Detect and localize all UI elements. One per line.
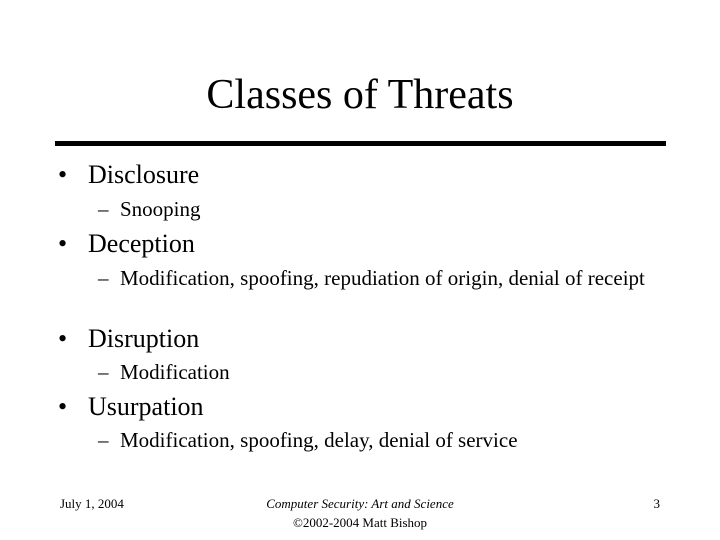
bullet-marker: •: [58, 160, 68, 189]
sub-bullet-label: Modification, spoofing, delay, denial of service: [120, 428, 518, 452]
bullet-item: [58, 160, 199, 190]
sub-bullet-marker: –: [98, 360, 109, 384]
sub-bullet-marker: –: [98, 197, 109, 221]
bullet-label: Disclosure: [88, 160, 200, 189]
bullet-label: Disruption: [88, 324, 200, 353]
bullet-marker: •: [58, 392, 68, 421]
sub-bullet-marker: –: [98, 428, 109, 452]
bullet-marker: •: [58, 229, 68, 258]
footer-copyright: ©2002-2004 Matt Bishop: [292, 515, 428, 530]
sub-bullet-item: [98, 266, 668, 290]
slide-title: Classes of Threats: [206, 72, 514, 118]
bullet-item: [58, 324, 199, 354]
footer-date: July 1, 2004: [60, 496, 124, 511]
sub-bullet-label: Snooping: [120, 197, 201, 221]
footer-page-number: 3: [653, 496, 660, 511]
sub-bullet-marker: –: [98, 266, 109, 290]
bullet-label: Deception: [88, 229, 195, 258]
footer-credit: [210, 494, 510, 532]
sub-bullet-item: [98, 360, 668, 384]
bullet-label: Usurpation: [88, 392, 204, 421]
sub-bullet-item: [98, 197, 668, 221]
footer-book-title: Computer Security: Art and Science: [266, 496, 454, 511]
sub-bullet-item: [98, 428, 668, 452]
sub-bullet-label: Modification: [120, 360, 230, 384]
bullet-marker: •: [58, 324, 68, 353]
sub-bullet-label: Modification, spoofing, repudiation of origin, denial of receipt: [120, 266, 645, 290]
bullet-item: [58, 229, 195, 259]
bullet-item: [58, 392, 204, 422]
